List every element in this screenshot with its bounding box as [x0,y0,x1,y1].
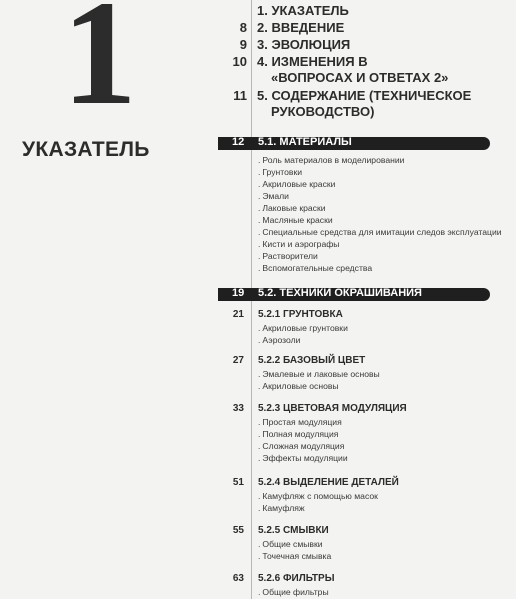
subsection-list [258,322,348,346]
subsection-list [258,368,380,392]
list-item[interactable]: . Специальные средства для имитации следов эксплуатации [258,226,502,238]
toc-title: 1. УКАЗАТЕЛЬ [257,3,349,18]
list-item[interactable]: . Простая модуляция [258,416,348,428]
toc-title-line2: «ВОПРОСАХ И ОТВЕТАХ 2» [271,70,449,85]
list-item[interactable]: . Эмалевые и лаковые основы [258,368,380,380]
section-title: 5.1. МАТЕРИАЛЫ [258,136,352,148]
subsection-page: 55 [232,525,244,536]
list-item[interactable]: . Общие фильтры [258,586,329,598]
list-item[interactable]: . Сложная модуляция [258,440,348,452]
subsection-page: 51 [232,477,244,488]
list-item[interactable]: . Акриловые основы [258,380,380,392]
subsection-list [258,416,348,464]
subsection-list [258,586,329,598]
list-item[interactable]: . Роль материалов в моделировании [258,154,502,166]
section-page: 19 [232,287,245,299]
subsection-page: 63 [232,573,244,584]
subsection-page: 21 [232,309,244,320]
toc-title: 2. ВВЕДЕНИЕ [257,20,345,35]
subsection-title: 5.2.4 ВЫДЕЛЕНИЕ ДЕТАЛЕЙ [258,477,399,488]
subsection-title: 5.2.3 ЦВЕТОВАЯ МОДУЛЯЦИЯ [258,403,407,414]
chapter-number: 1 [62,0,137,136]
toc-page: 9 [239,37,247,52]
subsection-page: 27 [232,355,244,366]
list-item[interactable]: . Полная модуляция [258,428,348,440]
list-item[interactable]: . Точечная смывка [258,550,331,562]
subsection-title: 5.2.5 СМЫВКИ [258,525,329,536]
list-item[interactable]: . Эффекты модуляции [258,452,348,464]
subsection-title: 5.2.1 ГРУНТОВКА [258,309,343,320]
list-item[interactable]: . Камуфляж с помощью масок [258,490,378,502]
toc-title-line2: РУКОВОДСТВО) [271,104,375,119]
subsection-title: 5.2.2 БАЗОВЫЙ ЦВЕТ [258,355,366,366]
subsection-title: 5.2.6 ФИЛЬТРЫ [258,573,335,584]
list-item[interactable]: . Грунтовки [258,166,502,178]
list-item[interactable]: . Акриловые грунтовки [258,322,348,334]
materials-list [258,154,502,274]
section-title: 5.2. ТЕХНИКИ ОКРАШИВАНИЯ [258,287,422,299]
list-item[interactable]: . Кисти и аэрографы [258,238,502,250]
list-item[interactable]: . Масляные краски [258,214,502,226]
toc-title: 3. ЭВОЛЮЦИЯ [257,37,351,52]
section-page: 12 [232,136,245,148]
toc-page: 10 [232,54,247,69]
page-heading: УКАЗАТЕЛЬ [22,138,150,161]
list-item[interactable]: . Общие смывки [258,538,331,550]
subsection-page: 33 [232,403,244,414]
section-header-bar[interactable] [218,288,490,301]
toc-page: 8 [239,20,247,35]
list-item[interactable]: . Аэрозоли [258,334,348,346]
list-item[interactable]: . Камуфляж [258,502,378,514]
subsection-list [258,490,378,514]
list-item[interactable]: . Вспомогательные средства [258,262,502,274]
toc-page: 11 [233,88,247,103]
section-header-bar[interactable] [218,137,490,150]
list-item[interactable]: . Растворители [258,250,502,262]
list-item[interactable]: . Эмали [258,190,502,202]
subsection-list [258,538,331,562]
toc-title: 4. ИЗМЕНЕНИЯ В [257,54,368,69]
toc-title: 5. СОДЕРЖАНИЕ (ТЕХНИЧЕСКОЕ [257,88,472,103]
list-item[interactable]: . Акриловые краски [258,178,502,190]
list-item[interactable]: . Лаковые краски [258,202,502,214]
